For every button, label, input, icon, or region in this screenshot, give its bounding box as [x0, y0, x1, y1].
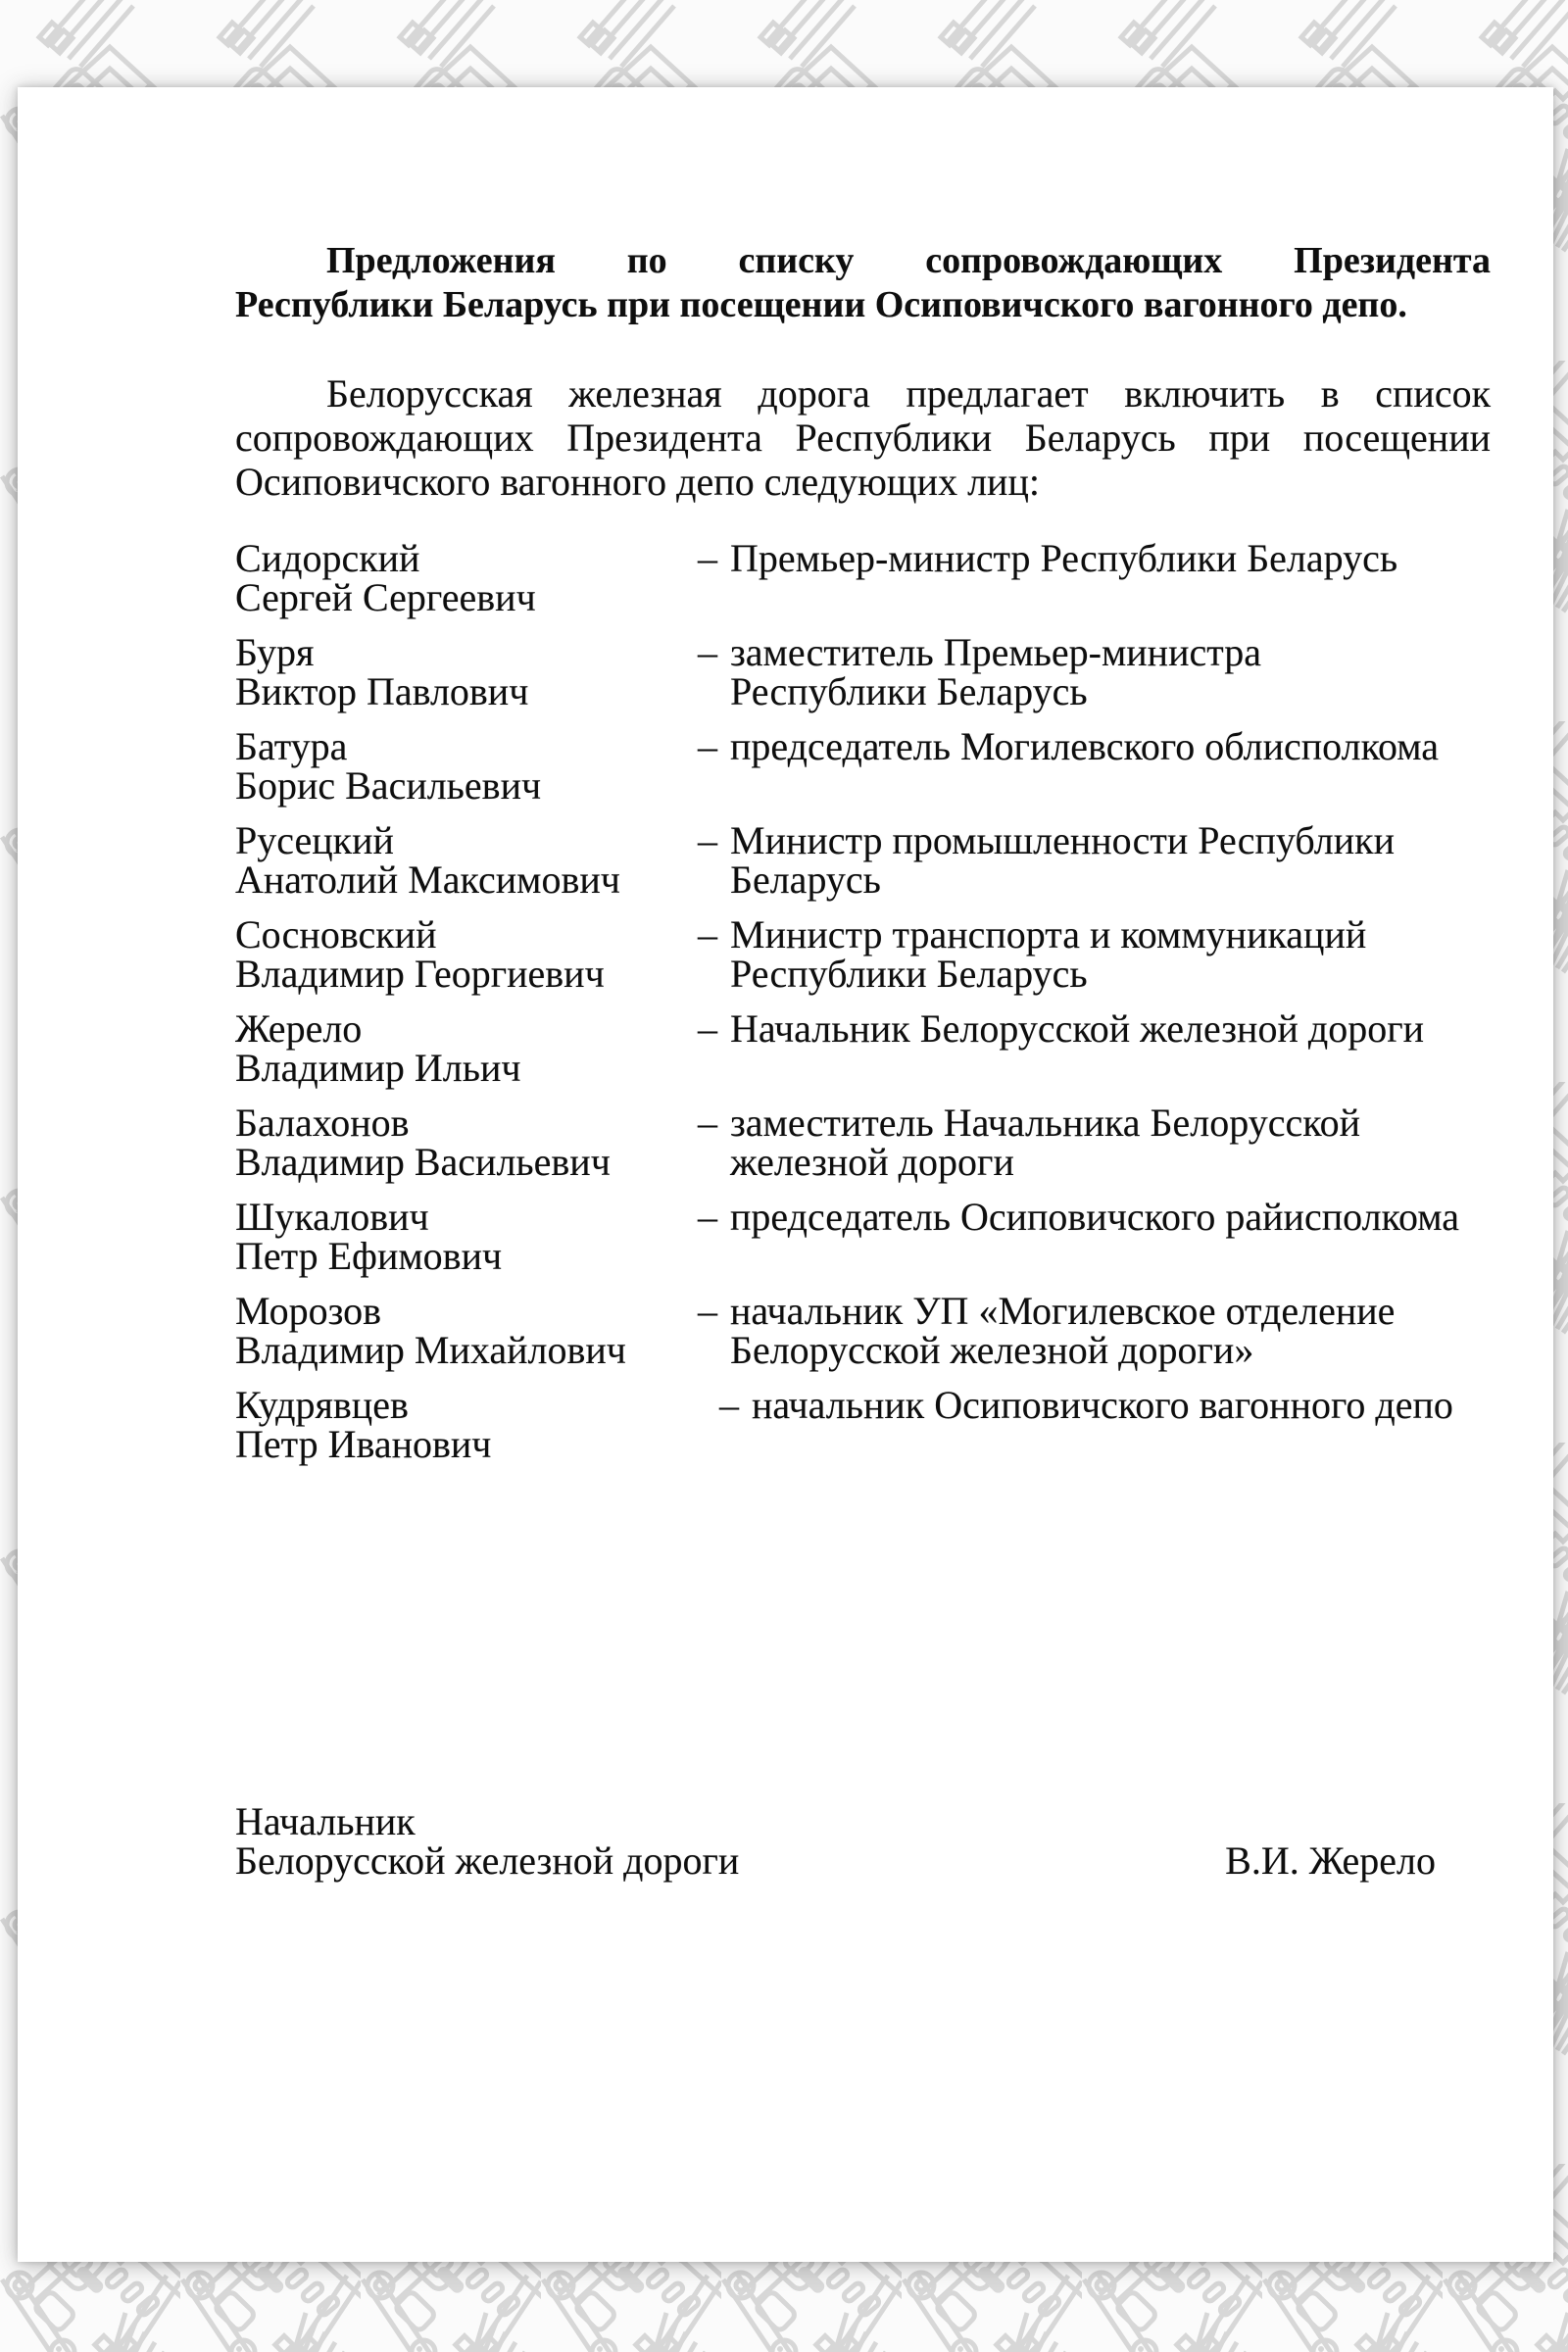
- delegation-row: [235, 1289, 1491, 1372]
- person-position: – Премьер-министр Республики Беларусь: [698, 536, 1398, 580]
- signature-block: [235, 1799, 1491, 1883]
- person-position: – начальник УП «Могилевское отделение Белорусской железной дороги»: [698, 1289, 1396, 1372]
- dash: –: [698, 1289, 717, 1333]
- document-page: [18, 87, 1553, 2262]
- title-line-2: Республики Беларусь при посещении Осиповичского вагонного депо.: [235, 284, 1407, 325]
- person-name: [235, 1383, 698, 1466]
- delegation-row: [235, 912, 1491, 996]
- person-firstname-patronymic: Владимир Васильевич: [235, 1140, 611, 1184]
- intro-paragraph: [235, 371, 1491, 504]
- dash: –: [698, 912, 717, 956]
- person-surname: Морозов: [235, 1289, 382, 1333]
- delegation-row: [235, 724, 1491, 808]
- person-position: – заместитель Премьер-министра Республики Беларусь: [698, 630, 1261, 713]
- delegation-row: [235, 1383, 1491, 1466]
- person-surname: Жерело: [235, 1006, 363, 1051]
- intro-line-2: сопровождающих Президента Республики Беларусь при посещении: [235, 416, 1491, 460]
- person-name: [235, 1289, 698, 1372]
- person-surname: Батура: [235, 724, 348, 768]
- person-firstname-patronymic: Владимир Ильич: [235, 1046, 521, 1090]
- person-position: – Министр промышленности Республики Беларусь: [698, 818, 1395, 902]
- person-name: [235, 630, 698, 713]
- person-surname: Балахонов: [235, 1101, 410, 1145]
- person-name: [235, 1103, 698, 1182]
- person-firstname-patronymic: Сергей Сергеевич: [235, 575, 536, 619]
- signature-name: В.И. Жерело: [1225, 1838, 1436, 1883]
- person-name: [235, 818, 698, 902]
- person-position: – председатель Осиповичского райисполкома: [698, 1195, 1459, 1239]
- dash: –: [698, 1195, 717, 1239]
- person-firstname-patronymic: Петр Иванович: [235, 1422, 492, 1466]
- person-name: [235, 912, 698, 996]
- signature-role-line-2: Белорусской железной дороги: [235, 1838, 740, 1883]
- person-firstname-patronymic: Владимир Георгиевич: [235, 952, 605, 996]
- person-firstname-patronymic: Анатолий Максимович: [235, 858, 620, 902]
- intro-line-1: Белорусская железная дорога предлагает включить в список: [326, 371, 1491, 416]
- person-name: [235, 724, 698, 808]
- person-firstname-patronymic: Борис Васильевич: [235, 763, 542, 808]
- person-name: [235, 536, 698, 619]
- person-position: – начальник Осиповичского вагонного депо: [719, 1383, 1453, 1427]
- person-firstname-patronymic: Виктор Павлович: [235, 669, 529, 713]
- dash: –: [698, 630, 717, 674]
- person-surname: Кудрявцев: [235, 1383, 409, 1427]
- dash: –: [698, 1006, 717, 1051]
- delegation-row: [235, 818, 1491, 902]
- person-surname: Буря: [235, 630, 315, 674]
- delegation-list: [235, 536, 1491, 1466]
- person-position: – заместитель Начальника Белорусской железной дороги: [698, 1101, 1361, 1184]
- delegation-row: [235, 1103, 1491, 1182]
- dash: –: [719, 1383, 739, 1427]
- person-name: [235, 1195, 698, 1278]
- person-firstname-patronymic: Петр Ефимович: [235, 1234, 503, 1278]
- delegation-row: [235, 630, 1491, 713]
- dash: –: [698, 724, 717, 768]
- dash: –: [698, 536, 717, 580]
- person-surname: Шукалович: [235, 1195, 429, 1239]
- person-surname: Русецкий: [235, 818, 394, 862]
- person-name: [235, 1006, 698, 1090]
- delegation-row: [235, 1006, 1491, 1090]
- title-line-1: Предложения по списку сопровождающих Президента: [326, 240, 1491, 281]
- intro-line-3: Осиповичского вагонного депо следующих лиц:: [235, 460, 1040, 504]
- signature-role: [235, 1799, 740, 1883]
- dash: –: [698, 818, 717, 862]
- person-firstname-patronymic: Владимир Михайлович: [235, 1328, 626, 1372]
- person-surname: Сидорский: [235, 536, 420, 580]
- person-position: – Министр транспорта и коммуникаций Республики Беларусь: [698, 912, 1367, 996]
- signature-role-line-1: Начальник: [235, 1799, 416, 1843]
- person-position: – Начальник Белорусской железной дороги: [698, 1006, 1425, 1051]
- person-surname: Сосновский: [235, 912, 437, 956]
- person-position: – председатель Могилевского облисполкома: [698, 724, 1440, 768]
- dash: –: [698, 1101, 717, 1145]
- document-title: [235, 239, 1491, 327]
- delegation-row: [235, 1195, 1491, 1278]
- delegation-row: [235, 536, 1491, 619]
